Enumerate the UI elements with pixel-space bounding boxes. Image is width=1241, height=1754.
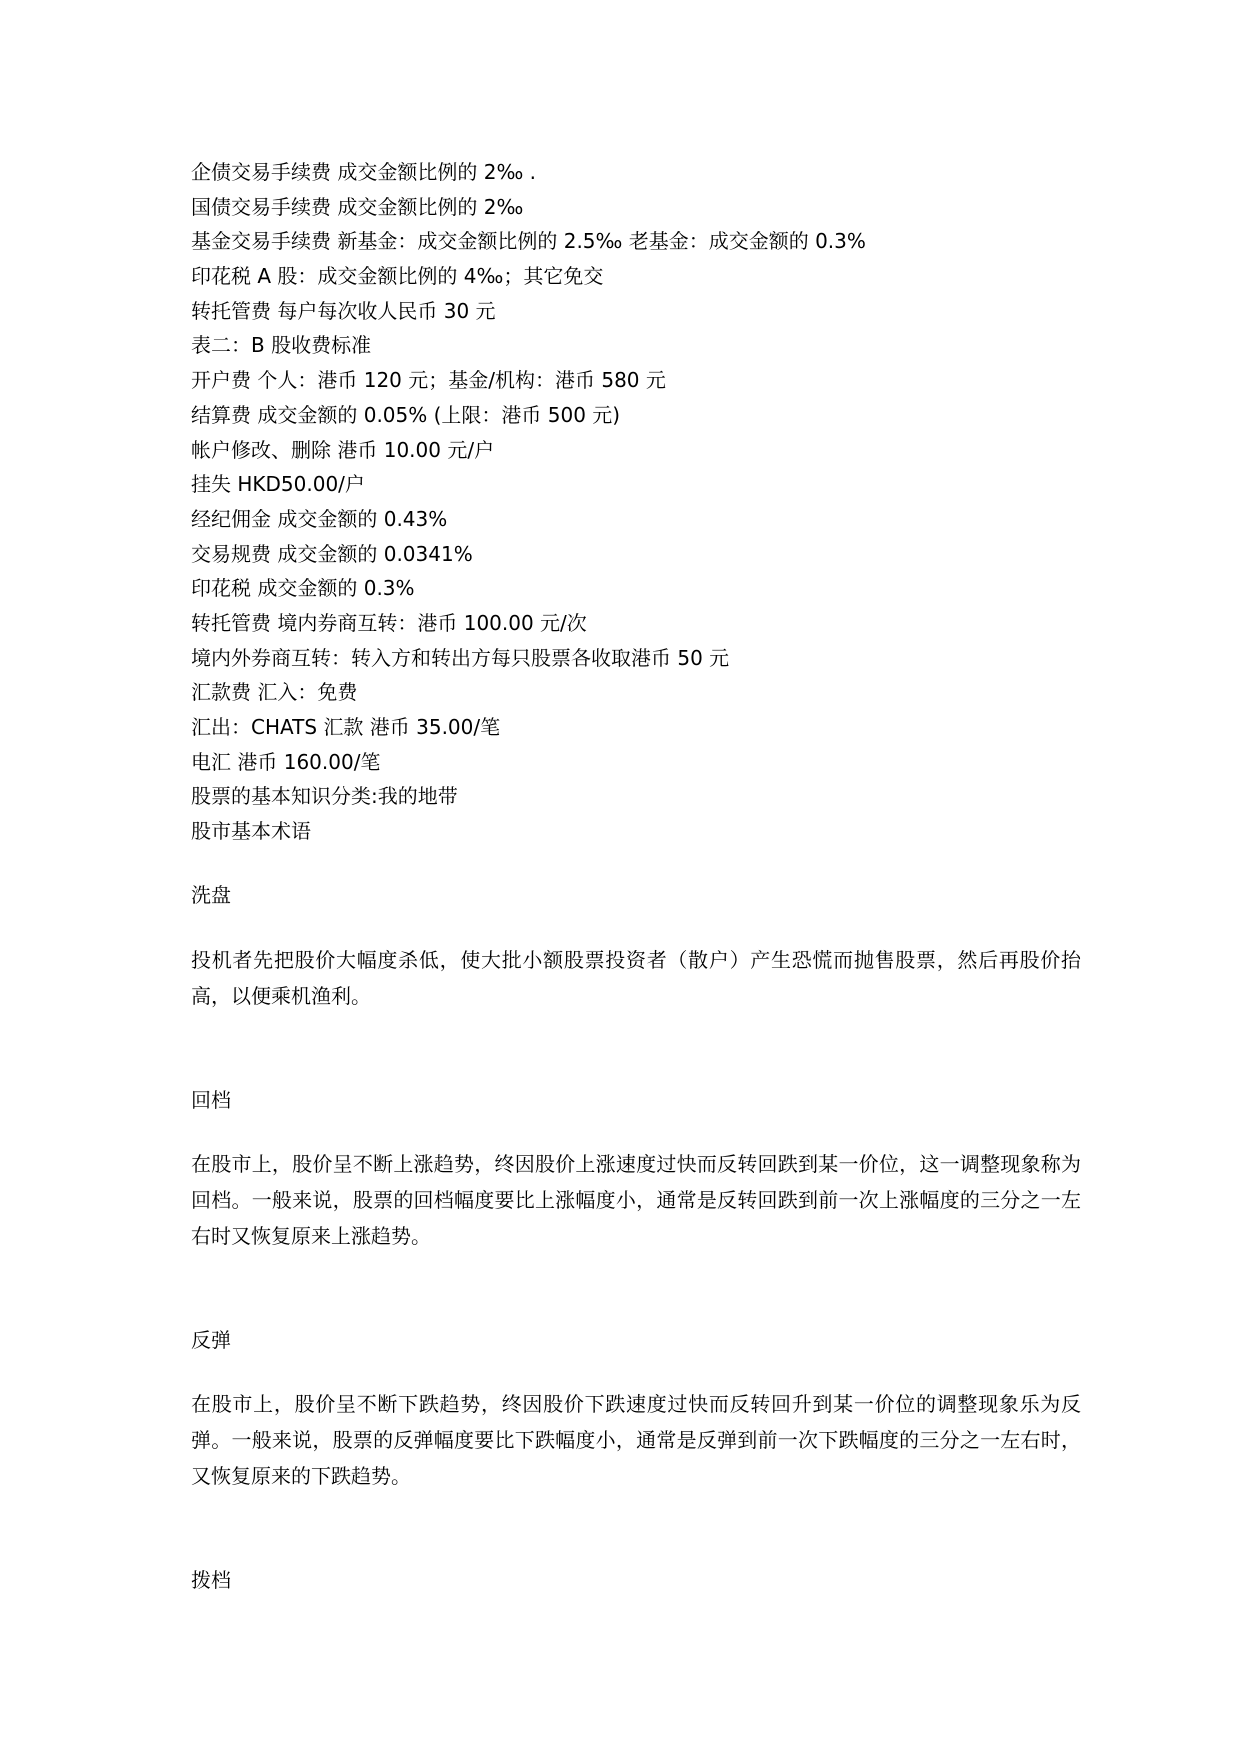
fee-line: 企债交易手续费 成交金额比例的 2‰ . — [191, 160, 536, 184]
fee-line: 汇出：CHATS 汇款 港币 35.00/笔 — [191, 715, 501, 739]
fee-line: 印花税 成交金额的 0.3% — [191, 576, 415, 601]
fee-line: 境内外券商互转：转入方和转出方每只股票各收取港币 50 元 — [191, 645, 730, 670]
fee-line: 基金交易手续费 新基金：成交金额比例的 2.5‰ 老基金：成交金额的 0.3% — [191, 229, 866, 254]
category-line: 股票的基本知识分类:我的地带 — [191, 784, 458, 809]
fee-line: 开户费 个人：港币 120 元；基金/机构：港币 580 元 — [191, 368, 666, 393]
term-definition: 投机者先把股价大幅度杀低，使大批小额股票投资者（散户）产生恐慌而抛售股票，然后再股价抬高，以便乘机渔利。 — [191, 948, 1081, 1008]
fee-line: 交易规费 成交金额的 0.0341% — [191, 541, 473, 566]
term-definition: 在股市上，股价呈不断上涨趋势，终因股价上涨速度过快而反转回跌到某一价位，这一调整现象称为回档。一般来说，股票的回档幅度要比上涨幅度小，通常是反转回跌到前一次上涨幅度的三分之一左右时又恢复原来上涨趋势。 — [191, 1152, 1081, 1248]
fee-line: 经纪佣金 成交金额的 0.43% — [191, 506, 448, 531]
fee-line: 转托管费 每户每次收人民币 30 元 — [191, 298, 496, 323]
fee-line: 转托管费 境内券商互转：港币 100.00 元/次 — [191, 610, 587, 635]
term-heading: 洗盘 — [191, 883, 231, 907]
term-heading: 反弹 — [191, 1328, 231, 1352]
fee-schedule — [191, 155, 1071, 849]
fee-line: 挂失 HKD50.00/户 — [191, 472, 365, 497]
term-heading: 拨档 — [191, 1568, 231, 1592]
fee-line: 帐户修改、删除 港币 10.00 元/户 — [191, 437, 495, 462]
section-title: 表二：B 股收费标准 — [191, 333, 372, 358]
fee-line: 电汇 港币 160.00/笔 — [191, 749, 381, 774]
fee-line: 国债交易手续费 成交金额比例的 2‰ — [191, 194, 524, 219]
term-heading: 回档 — [191, 1088, 231, 1112]
section-title: 股市基本术语 — [191, 819, 311, 844]
fee-line: 汇款费 汇入：免费 — [191, 680, 358, 705]
fee-line: 结算费 成交金额的 0.05% (上限：港币 500 元) — [191, 402, 621, 427]
term-definition: 在股市上，股价呈不断下跌趋势，终因股价下跌速度过快而反转回升到某一价位的调整现象乐为反弹。一般来说，股票的反弹幅度要比下跌幅度小，通常是反弹到前一次下跌幅度的三分之一左右时，又恢复原来的下跌趋势。 — [191, 1392, 1081, 1488]
fee-line: 印花税 A 股：成交金额比例的 4‰；其它免交 — [191, 264, 604, 289]
